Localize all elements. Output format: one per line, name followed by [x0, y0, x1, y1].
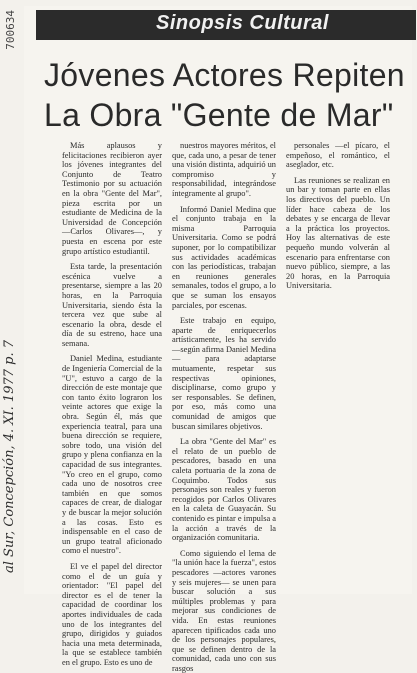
- section-banner: [36, 10, 416, 40]
- paragraph: Informó Daniel Medina que el conjunto trabaja en la misma Parroquia Universitaria. Como se podrá suponer, por lo compatibilizar sus actividades académicas con las periodísticas, trabajan en reuniones generales semanales, todos el grupo, a lo que se suman los ensayos parciales, por escenas.: [172, 204, 276, 310]
- paragraph: personales —el pícaro, el empeñoso, el romántico, el aseglador, etc.: [286, 141, 390, 170]
- paragraph: Daniel Medina, estudiante de Ingeniería Comercial de la "U", estuvo a cargo de la dirección de este montaje que con tanto éxito lograron los veinte actores que exige la obra. Según él, más que experiencia teatral, para una buena dirección se requiere, sobre todo, una visión del grupo y plena confianza en la capacidad de sus integrantes. "Yo creo en el grupo, como cada uno de nosotros cree también en que somos capaces de crear, de dialogar y de buscar la mejor solución a las cosas. Esto es indispensable en el caso de un grupo teatral aficionado como el nuestro".: [62, 354, 162, 556]
- archive-reference-number: 700634: [4, 10, 17, 50]
- paragraph: nuestros mayores méritos, el que, cada uno, a pesar de tener una visión distinta, adquirió un compromiso y responsabilidad, integrándose íntegramente al grupo".: [172, 141, 276, 198]
- paragraph: Como siguiendo el lema de "la unión hace la fuerza", estos pescadores —actores varones y seis mujeres— se unen para buscar solución a sus múltiples problemas y para mejorar sus condiciones de vida. En estas reuniones aparecen tipificados cada uno de los personajes populares, que se definen dentro de la comunidad, cada uno con sus rasgos: [172, 548, 276, 673]
- paragraph: Más aplausos y felicitaciones recibieron ayer los jóvenes integrantes del Conjunto de Teatro Testimonio por su actuación en la obra "Gente del Mar", pieza escrita por un estudiante de Medicina de la Universidad de Concepción —Carlos Olivares—, y puesta en escena por este grupo artístico estudiantil.: [62, 141, 162, 256]
- paragraph: Las reuniones se realizan en un bar y toman parte en ellas los directivos del pueblo. Un líder hace cabeza de los debates y se encarga de llevar a la práctica los proyectos. Hoy las alternativas de este pequeño mundo volverán al escenario para enfrentarse con nuevo público, siempre, a las 20 horas, en la Parroquia Universitaria.: [286, 175, 390, 291]
- newspaper-clipping: [24, 6, 412, 673]
- paragraph: Esta tarde, la presentación escénica vuelve a presentarse, siempre a las 20 horas, en la Parroquia Universitaria, siendo ésta la tercera vez que sube al escenario la obra, desde el día de su estreno, hace una semana.: [62, 262, 162, 348]
- headline-line-2: La Obra "Gente de Mar": [44, 97, 394, 133]
- article-column-3: [286, 141, 390, 291]
- article-column-2: [172, 141, 276, 673]
- paragraph: Este trabajo en equipo, aparte de enriquecerlos artísticamente, les ha servido —según afirma Daniel Medina— para adaptarse mutuamente, respetar sus respectivas opiniones, disciplinarse, como grupo y ser responsables. Se definen, por eso, más como una comunidad de amigos que buscan similares objetivos.: [172, 316, 276, 431]
- article-column-1: [62, 141, 162, 667]
- paragraph: La obra "Gente del Mar" es el relato de un pueblo de pescadores, basado en una caleta portuaria de la zona de Coquimbo. Todos sus personajes son reales y fueron recogidos por Carlos Olivares en la caleta de Guayacán. Su contenido es pintar e impulsa a la acción a través de la organización comunitaria.: [172, 437, 276, 543]
- headline-line-1: Jóvenes Actores Repiten: [44, 57, 405, 93]
- handwritten-source-note: al Sur, Concepción, 4. XI. 1977 p. 7: [2, 340, 17, 573]
- section-title: Sinopsis Cultural: [156, 12, 329, 34]
- paragraph: El ve el papel del director como el de un guía y orientador: "El papel del director es el de tener la capacidad de coordinar los aportes individuales de cada uno de los integrantes del grupo, dirigidos y guiados hacia una meta determinada, la que se establece también en el grupo. Esto es uno de: [62, 561, 162, 667]
